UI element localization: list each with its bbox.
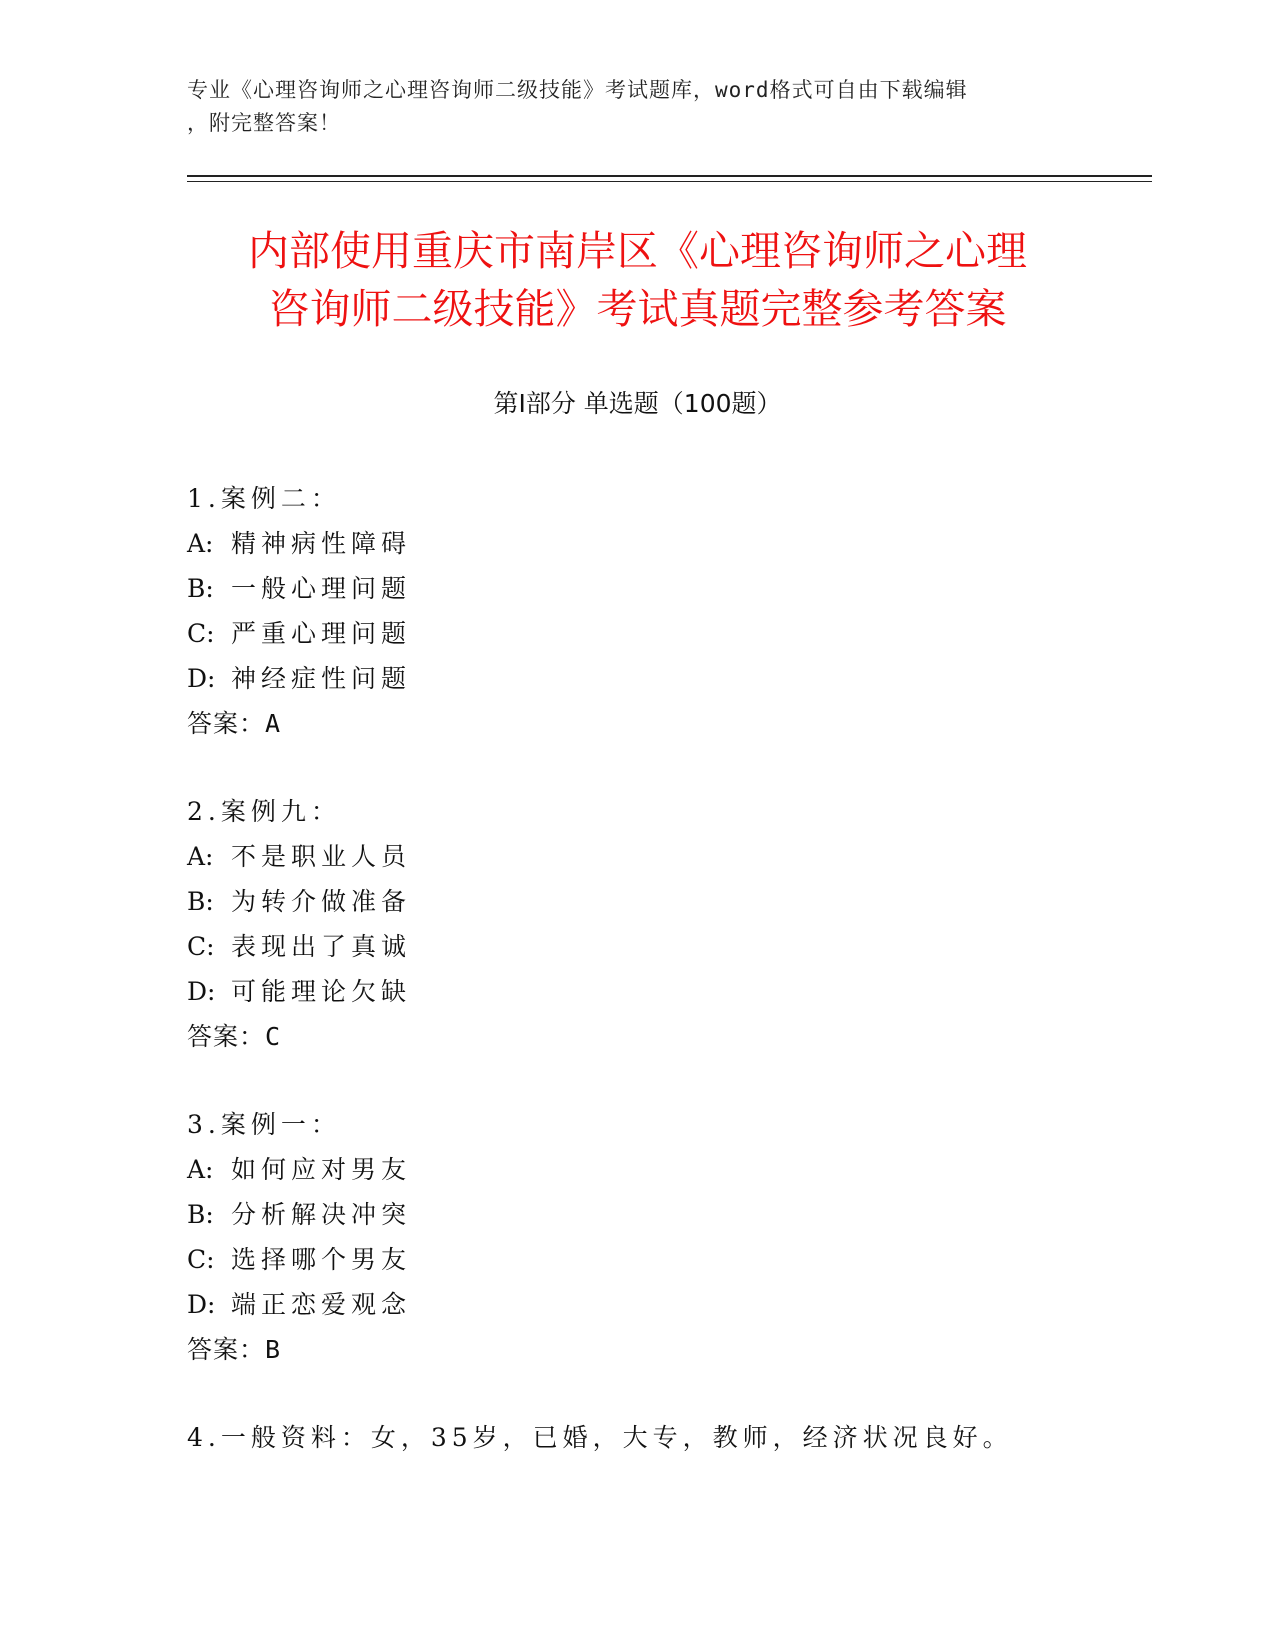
answer-line <box>187 1327 1137 1372</box>
header-note-line-1: 专业《心理咨询师之心理咨询师二级技能》考试题库，word格式可自由下载编辑 <box>187 78 968 102</box>
answer-value: C <box>265 1022 282 1051</box>
option-text: 神经症性问题 <box>231 664 412 693</box>
header-note-line-2: ，附完整答案！ <box>187 111 341 135</box>
answer-label: 答案： <box>187 709 266 738</box>
option-letter: C: <box>187 932 215 961</box>
answer-label: 答案： <box>187 1022 266 1051</box>
option-text: 严重心理问题 <box>231 619 412 648</box>
question-3 <box>187 1102 1137 1372</box>
option-letter: D: <box>187 977 216 1006</box>
option-letter: B: <box>187 1200 214 1229</box>
question-stem: 2.案例九： <box>187 797 341 826</box>
option-d <box>187 969 1137 1014</box>
option-letter: D: <box>187 664 216 693</box>
option-text: 不是职业人员 <box>231 842 412 871</box>
question-stem: 1.案例二： <box>187 484 341 513</box>
option-text: 如何应对男友 <box>231 1155 412 1184</box>
option-letter: C: <box>187 619 215 648</box>
option-letter: B: <box>187 887 214 916</box>
document-title-line-1: 内部使用重庆市南岸区《心理咨询师之心理 <box>248 227 1027 275</box>
option-text: 精神病性障碍 <box>231 529 412 558</box>
option-c <box>187 611 1137 656</box>
question-2 <box>187 789 1137 1059</box>
document-title <box>150 222 1125 338</box>
option-text: 分析解决冲突 <box>231 1200 412 1229</box>
option-text: 可能理论欠缺 <box>231 977 412 1006</box>
option-c <box>187 1237 1137 1282</box>
option-letter: D: <box>187 1290 216 1319</box>
header-rule-thick <box>187 175 1152 177</box>
header-rule-thin <box>187 181 1152 182</box>
option-text: 端正恋爱观念 <box>231 1290 412 1319</box>
document-title-line-2: 咨询师二级技能》考试真题完整参考答案 <box>268 285 1007 333</box>
option-c <box>187 924 1137 969</box>
answer-line <box>187 1014 1137 1059</box>
option-letter: C: <box>187 1245 215 1274</box>
header-note <box>187 74 1087 140</box>
answer-label: 答案： <box>187 1335 266 1364</box>
option-text: 表现出了真诚 <box>231 932 412 961</box>
option-letter: A: <box>187 529 214 558</box>
option-a <box>187 521 1137 566</box>
option-text: 为转介做准备 <box>231 887 412 916</box>
answer-value: A <box>265 709 282 738</box>
question-1 <box>187 476 1137 746</box>
option-a <box>187 1147 1137 1192</box>
option-letter: A: <box>187 1155 214 1184</box>
option-letter: A: <box>187 842 214 871</box>
question-4 <box>187 1415 1137 1460</box>
option-a <box>187 834 1137 879</box>
option-b <box>187 1192 1137 1237</box>
option-d <box>187 1282 1137 1327</box>
option-d <box>187 656 1137 701</box>
option-letter: B: <box>187 574 214 603</box>
option-text: 一般心理问题 <box>231 574 412 603</box>
option-b <box>187 566 1137 611</box>
answer-value: B <box>265 1335 282 1364</box>
option-text: 选择哪个男友 <box>231 1245 412 1274</box>
answer-line <box>187 701 1137 746</box>
question-stem: 4.一般资料：女，35岁，已婚，大专，教师，经济状况良好。 <box>187 1423 1013 1452</box>
section-heading: 第Ⅰ部分 单选题（100题） <box>493 389 782 418</box>
question-list <box>187 476 1137 1503</box>
option-b <box>187 879 1137 924</box>
question-stem: 3.案例一： <box>187 1110 341 1139</box>
